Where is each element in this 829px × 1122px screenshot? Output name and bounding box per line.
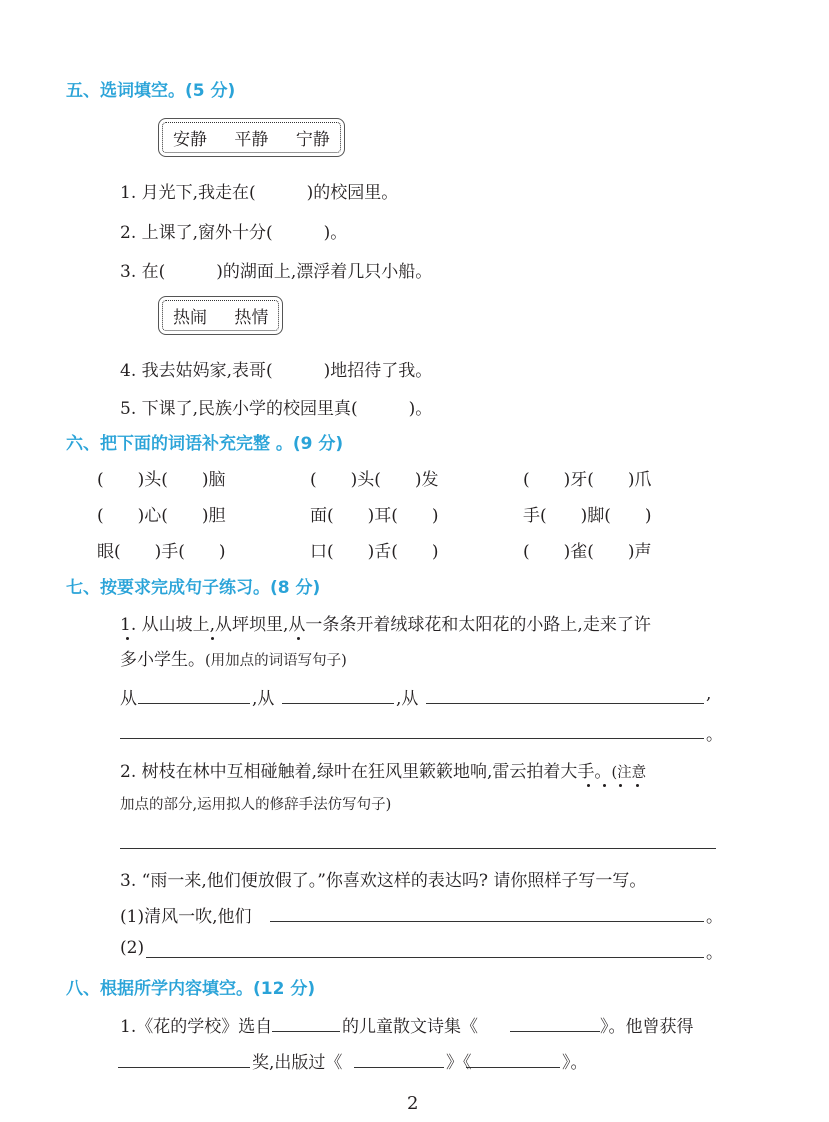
idiom-cell: 手( )脚( ) [523,506,652,526]
emphasis-dot [297,637,300,640]
answer-line[interactable] [120,738,704,739]
section-5-heading: 五、选词填空。(5 分) [66,81,236,101]
idiom-cell: ( )心( )胆 [97,506,226,526]
emphasis-dot [126,637,129,640]
answer-line[interactable] [138,703,250,704]
idiom-cell: ( )雀( )声 [523,542,652,562]
emphasis-dot [211,637,214,640]
answer-line[interactable] [466,1067,560,1068]
idiom-cell: ( )牙( )爪 [523,470,652,490]
word-box-2 [162,300,279,331]
question-5-1: 1. 月光下,我走在( )的校园里。 [120,183,399,203]
word-option: 平静 [234,130,269,150]
question-7-1-text: 1. 从山坡上,从坪坝里,从一条条开着绒球花和太阳花的小路上,走来了许 [120,615,651,635]
answer-line[interactable] [120,848,716,849]
question-8-1-part: 》。他曾获得 [600,1017,694,1037]
fill-period: 。 [706,907,723,927]
idiom-cell: ( )头( )脑 [97,470,226,490]
emphasis-dot [636,784,639,787]
idiom-cell: 眼( )手( ) [97,542,226,562]
word-option: 热闹 [173,308,207,328]
question-5-2: 2. 上课了,窗外十分( )。 [120,223,348,243]
idiom-cell: 口( )舌( ) [310,542,439,562]
idiom-cell: 面( )耳( ) [310,506,439,526]
question-5-5: 5. 下课了,民族小学的校园里真( )。 [120,399,433,419]
fill-word-from: ,从 [396,689,419,709]
question-5-4: 4. 我去姑妈家,表哥( )地招待了我。 [120,361,433,381]
answer-line[interactable] [118,1067,250,1068]
question-7-3b-label: (2) [120,938,145,958]
question-8-1-part: 1.《花的学校》选自 [120,1017,273,1037]
answer-line[interactable] [510,1031,600,1032]
question-8-1-part: 》《 [446,1053,472,1073]
answer-line[interactable] [270,921,704,922]
answer-line[interactable] [426,703,704,704]
fill-period: 。 [706,943,723,963]
emphasis-dot [603,784,606,787]
question-8-1-part: 的儿童散文诗集《 [342,1017,478,1037]
word-option: 热情 [234,308,269,328]
page-number: 2 [407,1093,419,1114]
question-5-3: 3. 在( )的湖面上,漂浮着几只小船。 [120,262,433,282]
section-8-heading: 八、根据所学内容填空。(12 分) [66,979,316,999]
section-7-heading: 七、按要求完成句子练习。(8 分) [66,578,321,598]
answer-line[interactable] [146,957,704,958]
question-8-1-part: 奖,出版过《 [252,1053,343,1073]
question-8-1-part: 》。 [562,1053,588,1073]
question-7-3-text: 3. “雨一来,他们便放假了。”你喜欢这样的表达吗? 请你照样子写一写。 [120,871,647,891]
word-option: 宁静 [295,130,330,150]
question-7-3a-label: (1)清风一吹,他们 [120,907,252,927]
answer-line[interactable] [282,703,394,704]
idiom-cell: ( )头( )发 [310,470,439,490]
word-option: 安静 [173,130,207,150]
question-7-2-text: 2. 树枝在林中互相碰触着,绿叶在狂风里簌簌地响,雷云拍着大手。(注意 [120,762,647,782]
answer-line[interactable] [272,1031,340,1032]
fill-period: 。 [706,725,723,745]
word-box-1 [162,122,341,153]
answer-line[interactable] [354,1067,444,1068]
fill-word-from: 从 [120,689,137,709]
fill-comma: , [706,684,712,704]
question-7-1-text-cont: 多小学生。(用加点的词语写句子) [120,650,347,670]
section-6-heading: 六、把下面的词语补充完整 。(9 分) [66,434,344,454]
emphasis-dot [587,784,590,787]
fill-word-from: ,从 [252,689,275,709]
question-7-2-hint: 加点的部分,运用拟人的修辞手法仿写句子) [120,797,392,813]
emphasis-dot [619,784,622,787]
